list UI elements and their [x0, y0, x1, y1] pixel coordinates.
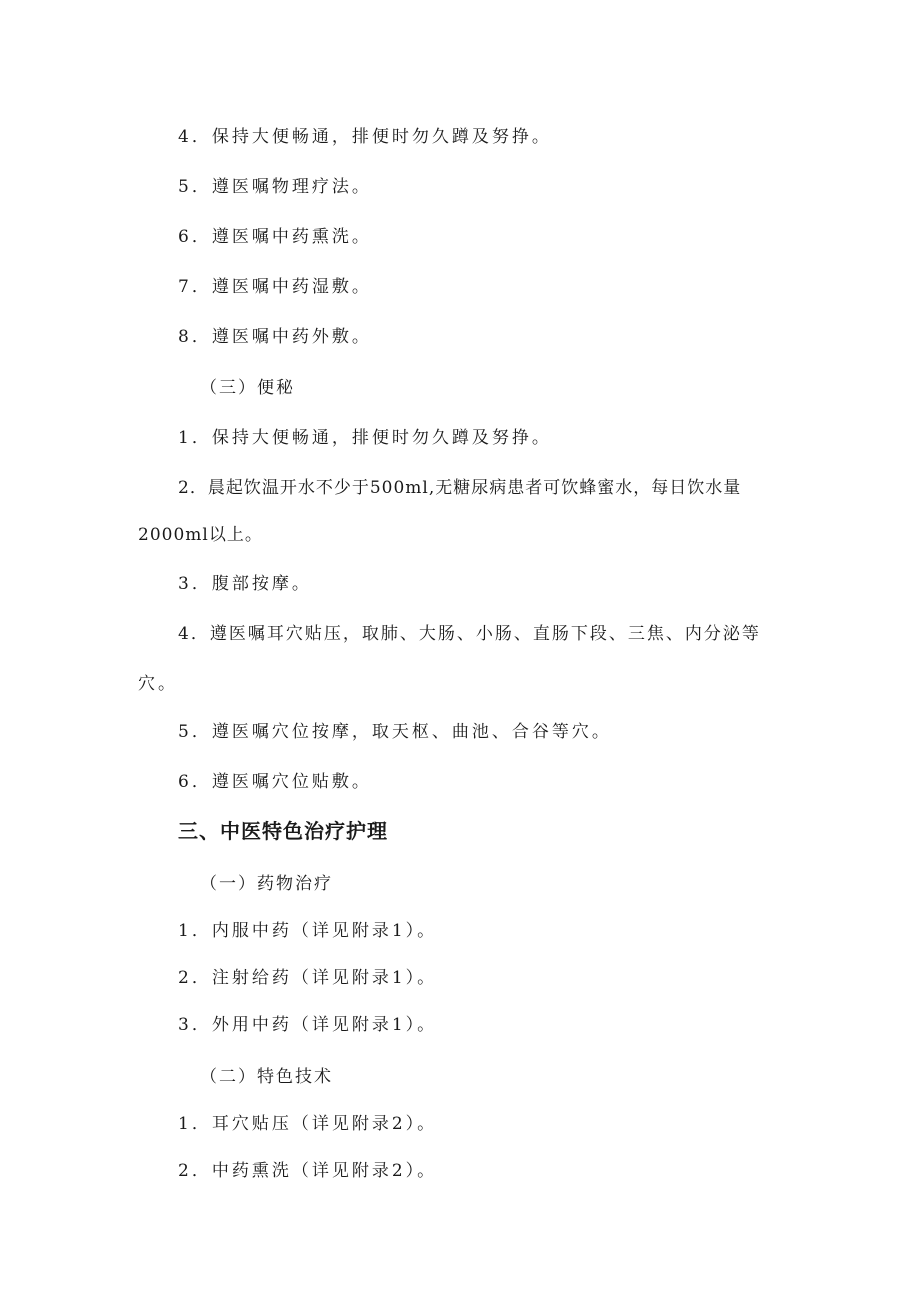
list-item: 5．遵医嘱物理疗法。 [178, 177, 372, 197]
list-item: 6．遵医嘱穴位贴敷。 [178, 772, 372, 792]
subsection-heading-constipation: （三）便秘 [200, 378, 295, 398]
list-item: 3．腹部按摩。 [178, 574, 312, 594]
list-item: 5．遵医嘱穴位按摩，取天枢、曲池、合谷等穴。 [178, 722, 612, 742]
list-item: 4．遵医嘱耳穴贴压，取肺、大肠、小肠、直肠下段、三焦、内分泌等 [178, 624, 761, 644]
list-item: 7．遵医嘱中药湿敷。 [178, 277, 372, 297]
list-item-continuation: 2000ml以上。 [138, 525, 263, 545]
list-item: 1．耳穴贴压（详见附录2）。 [178, 1114, 438, 1134]
list-item-continuation: 穴。 [138, 674, 178, 694]
list-item: 4．保持大便畅通，排便时勿久蹲及努挣。 [178, 127, 552, 147]
list-item: 2．中药熏洗（详见附录2）。 [178, 1161, 438, 1181]
list-item: 1．内服中药（详见附录1）。 [178, 921, 438, 941]
subsection-heading-medication: （一）药物治疗 [200, 874, 333, 894]
list-item: 3．外用中药（详见附录1）。 [178, 1015, 438, 1035]
section-title: 三、中医特色治疗护理 [178, 819, 388, 843]
list-item: 8．遵医嘱中药外敷。 [178, 327, 372, 347]
list-item: 1．保持大便畅通，排便时勿久蹲及努挣。 [178, 428, 552, 448]
list-item: 2．注射给药（详见附录1）。 [178, 968, 438, 988]
subsection-heading-techniques: （二）特色技术 [200, 1067, 333, 1087]
list-item: 2．晨起饮温开水不少于500ml,无糖尿病患者可饮蜂蜜水，每日饮水量 [178, 478, 742, 498]
list-item: 6．遵医嘱中药熏洗。 [178, 227, 372, 247]
